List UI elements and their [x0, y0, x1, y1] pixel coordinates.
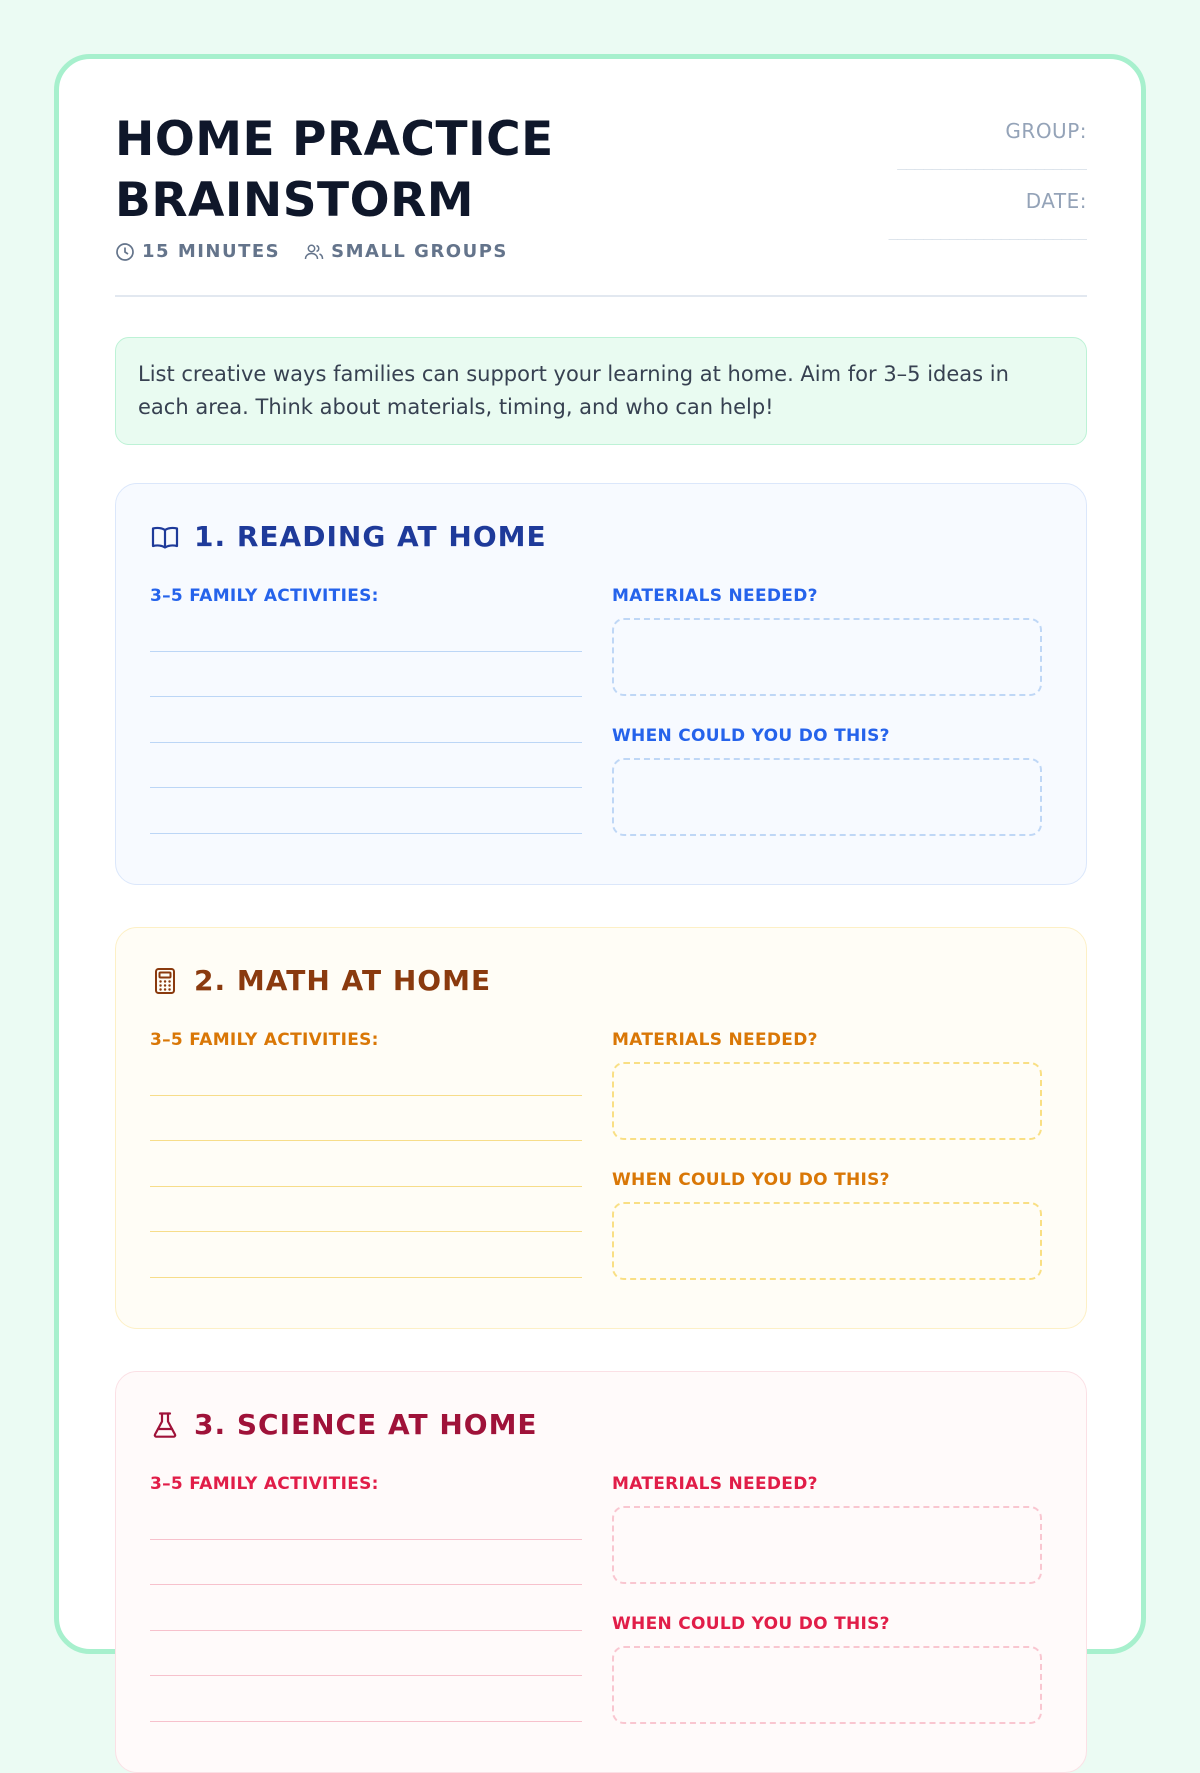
- when-label: WHEN COULD YOU DO THIS?: [612, 1170, 890, 1190]
- grouping-text: SMALL GROUPS: [331, 241, 508, 262]
- activity-line[interactable]: [150, 1232, 582, 1278]
- activity-line[interactable]: [150, 1141, 582, 1187]
- activity-line[interactable]: [150, 1050, 582, 1096]
- materials-box[interactable]: [612, 1506, 1042, 1584]
- section-science: [115, 1371, 1087, 1773]
- when-box[interactable]: [612, 758, 1042, 836]
- open-book-icon: [150, 522, 180, 552]
- activity-line[interactable]: [150, 1540, 582, 1586]
- section-header: [150, 520, 547, 553]
- materials-label: MATERIALS NEEDED?: [612, 1030, 818, 1050]
- activities-label: 3–5 FAMILY ACTIVITIES:: [150, 1474, 379, 1494]
- title-line-1: HOME PRACTICE: [115, 112, 554, 167]
- section-title: 3. SCIENCE AT HOME: [194, 1408, 538, 1441]
- duration-text: 15 MINUTES: [142, 241, 281, 262]
- activities-label: 3–5 FAMILY ACTIVITIES:: [150, 586, 379, 606]
- materials-box[interactable]: [612, 1062, 1042, 1140]
- activity-line[interactable]: [150, 1494, 582, 1540]
- section-title: 1. READING AT HOME: [194, 520, 547, 553]
- header-divider: [115, 295, 1087, 297]
- section-header: [150, 964, 491, 997]
- activity-line[interactable]: [150, 1096, 582, 1142]
- activity-lines: [150, 1050, 582, 1278]
- activity-line[interactable]: [150, 743, 582, 789]
- header-fields: [767, 119, 1087, 259]
- activity-line[interactable]: [150, 1631, 582, 1677]
- activity-line[interactable]: [150, 606, 582, 652]
- date-field[interactable]: _______________________: [888, 221, 1087, 240]
- when-box[interactable]: [612, 1202, 1042, 1280]
- section-math: [115, 927, 1087, 1329]
- section-reading: [115, 483, 1087, 885]
- activity-lines: [150, 606, 582, 834]
- group-label: GROUP:: [1005, 119, 1087, 143]
- grouping-meta: [304, 241, 508, 262]
- users-icon: [304, 242, 324, 262]
- when-label: WHEN COULD YOU DO THIS?: [612, 1614, 890, 1634]
- activity-line[interactable]: [150, 1187, 582, 1233]
- materials-box[interactable]: [612, 618, 1042, 696]
- worksheet-card: [54, 54, 1146, 1654]
- section-header: [150, 1408, 538, 1441]
- instructions-box: List creative ways families can support your learning at home. Aim for 3–5 ideas in each area. Think about materials, timing, and who can help!: [115, 337, 1087, 445]
- group-field[interactable]: ______________________: [897, 151, 1087, 170]
- when-box[interactable]: [612, 1646, 1042, 1724]
- activities-label: 3–5 FAMILY ACTIVITIES:: [150, 1030, 379, 1050]
- materials-label: MATERIALS NEEDED?: [612, 1474, 818, 1494]
- flask-icon: [150, 1410, 180, 1440]
- activity-line[interactable]: [150, 652, 582, 698]
- calculator-icon: [150, 966, 180, 996]
- activity-lines: [150, 1494, 582, 1722]
- when-label: WHEN COULD YOU DO THIS?: [612, 726, 890, 746]
- duration-meta: [115, 241, 280, 262]
- activity-line[interactable]: [150, 1676, 582, 1722]
- clock-icon: [115, 242, 135, 262]
- activity-line[interactable]: [150, 697, 582, 743]
- title-line-2: BRAINSTORM: [115, 173, 475, 228]
- activity-line[interactable]: [150, 1585, 582, 1631]
- page-title: [115, 109, 554, 231]
- section-title: 2. MATH AT HOME: [194, 964, 492, 997]
- materials-label: MATERIALS NEEDED?: [612, 586, 818, 606]
- date-label: DATE:: [1025, 189, 1087, 213]
- activity-line[interactable]: [150, 788, 582, 834]
- activity-meta: [115, 241, 508, 262]
